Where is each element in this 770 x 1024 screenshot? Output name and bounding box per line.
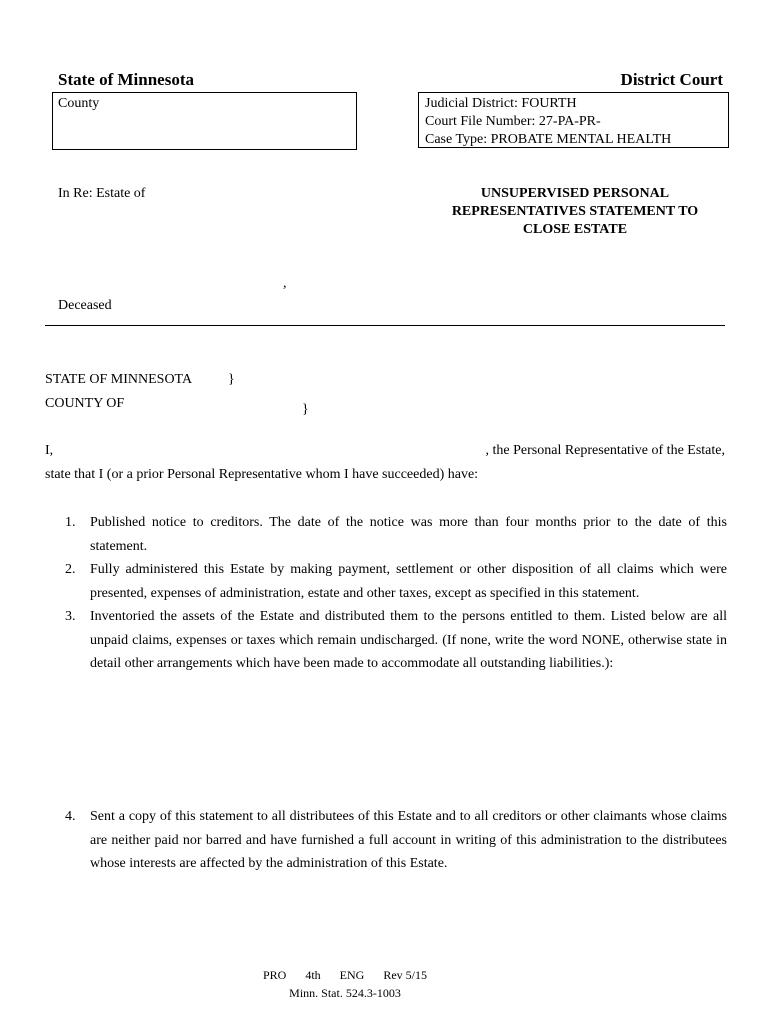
document-title [420,185,730,239]
list-item [65,511,727,558]
title-line-1: UNSUPERVISED PERSONAL [480,186,670,201]
item-text: Published notice to creditors. The date of the notice was more than four months prior to the date of this statement. [90,515,727,554]
deceased-label: Deceased [58,298,112,313]
form-district: 4th [305,968,321,982]
title-line-3: CLOSE ESTATE [522,222,628,237]
item-text: Sent a copy of this statement to all distributees of this Estate and to all creditors or other claimants whose claims are neither paid nor barred and have furnished a full account in writing of this administration to the distributees whose interests are affected by the administration of this Estate. [90,809,727,871]
case-type: Case Type: PROBATE MENTAL HEALTH [425,132,672,147]
title-line-2: REPRESENTATIVES STATEMENT TO [451,204,699,219]
court-heading: District Court [620,70,723,89]
statement-list [65,511,727,676]
caption-divider [45,325,725,326]
form-language: ENG [339,968,365,982]
statement-list-item-4 [65,805,727,876]
venue-state: STATE OF MINNESOTA [45,372,193,387]
in-re-label: In Re: Estate of [58,186,146,201]
item-number: 4. [65,809,76,824]
item-number: 1. [65,515,76,530]
venue-brace-1: } [228,372,235,387]
form-code-line [0,968,690,983]
form-revision: Rev 5/15 [383,968,428,982]
pr-text: , the Personal Representative of the Estate, [485,443,725,458]
state-that-line: state that I (or a prior Personal Representative whom I have succeeded) have: [45,467,479,482]
item-number: 2. [65,562,76,577]
list-item [65,605,727,676]
item-text: Inventoried the assets of the Estate and distributed them to the persons entitled to them. Listed below are all unpaid claims, expenses or taxes which remain undischarged. (If none, write the word NONE, otherwise state in detail other arrangements which have been made to accommodate all outstanding liabilities.): [90,609,727,671]
item-text: Fully administered this Estate by making payment, settlement or other disposition of all claims which were presented, expenses of administration, estate and other taxes, except as specified in this statement. [90,562,727,601]
venue-county: COUNTY OF [45,396,125,411]
item-number: 3. [65,609,76,624]
county-label: County [58,96,100,111]
list-item [65,558,727,605]
county-box [52,92,357,150]
i-label: I, [45,443,54,458]
name-comma: , [283,276,287,291]
list-item [65,805,727,876]
form-code: PRO [262,968,287,982]
venue-brace-2: } [302,402,309,417]
court-file-number: Court File Number: 27-PA-PR- [425,114,601,129]
court-info-box [418,92,729,148]
judicial-district: Judicial District: FOURTH [425,96,577,111]
statute-reference: Minn. Stat. 524.3-1003 [289,986,401,1000]
state-heading: State of Minnesota [58,70,194,89]
